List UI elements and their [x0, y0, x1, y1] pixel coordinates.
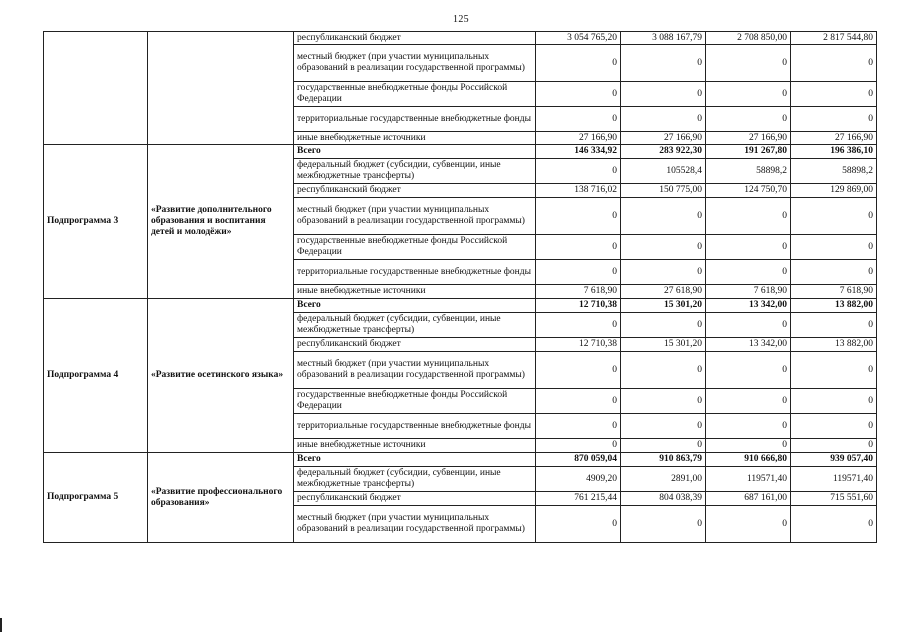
amount-cell: 0 [706, 389, 791, 414]
amount-cell: 119571,40 [791, 467, 877, 492]
subprogram-title: «Развитие профессионального образования» [148, 453, 294, 543]
amount-cell: 0 [621, 389, 706, 414]
funding-source: государственные внебюджетные фонды Российской Федерации [294, 235, 536, 260]
amount-cell: 15 301,20 [621, 338, 706, 352]
funding-source: республиканский бюджет [294, 32, 536, 45]
subprogram-title: «Развитие осетинского языка» [148, 299, 294, 453]
amount-cell: 0 [621, 414, 706, 439]
amount-cell: 146 334,92 [536, 145, 621, 159]
table-row [44, 299, 877, 313]
funding-source: Всего [294, 145, 536, 159]
budget-table [43, 31, 877, 543]
amount-cell: 0 [536, 439, 621, 453]
amount-cell: 715 551,60 [791, 492, 877, 506]
amount-cell: 0 [706, 313, 791, 338]
amount-cell: 0 [536, 235, 621, 260]
amount-cell: 7 618,90 [791, 285, 877, 299]
funding-source: территориальные государственные внебюджетные фонды [294, 414, 536, 439]
amount-cell: 870 059,04 [536, 453, 621, 467]
amount-cell: 0 [706, 439, 791, 453]
amount-cell: 12 710,38 [536, 299, 621, 313]
amount-cell: 0 [621, 198, 706, 235]
funding-source: иные внебюджетные источники [294, 439, 536, 453]
amount-cell: 0 [791, 389, 877, 414]
funding-source: государственные внебюджетные фонды Российской Федерации [294, 389, 536, 414]
funding-source: территориальные государственные внебюджетные фонды [294, 260, 536, 285]
amount-cell: 0 [791, 198, 877, 235]
funding-source: местный бюджет (при участии муниципальных образований в реализации государственной программы) [294, 506, 536, 543]
amount-cell: 0 [706, 235, 791, 260]
table-row [44, 32, 877, 45]
amount-cell: 196 386,10 [791, 145, 877, 159]
amount-cell: 0 [536, 506, 621, 543]
amount-cell: 58898,2 [706, 159, 791, 184]
amount-cell: 0 [536, 260, 621, 285]
amount-cell: 3 088 167,79 [621, 32, 706, 45]
subprogram-title [148, 32, 294, 145]
amount-cell: 191 267,80 [706, 145, 791, 159]
amount-cell: 910 666,80 [706, 453, 791, 467]
table-row [44, 453, 877, 467]
amount-cell: 2891,00 [621, 467, 706, 492]
amount-cell: 13 342,00 [706, 299, 791, 313]
amount-cell: 0 [706, 414, 791, 439]
amount-cell: 27 166,90 [536, 132, 621, 145]
amount-cell: 129 869,00 [791, 184, 877, 198]
amount-cell: 0 [621, 45, 706, 82]
page-number: 125 [453, 14, 469, 25]
funding-source: местный бюджет (при участии муниципальных образований в реализации государственной программы) [294, 45, 536, 82]
amount-cell: 0 [791, 107, 877, 132]
funding-source: республиканский бюджет [294, 338, 536, 352]
amount-cell: 7 618,90 [536, 285, 621, 299]
funding-source: Всего [294, 453, 536, 467]
amount-cell: 0 [536, 159, 621, 184]
funding-source: федеральный бюджет (субсидии, субвенции, иные межбюджетные трансферты) [294, 159, 536, 184]
amount-cell: 0 [706, 45, 791, 82]
amount-cell: 0 [706, 82, 791, 107]
funding-source: иные внебюджетные источники [294, 132, 536, 145]
amount-cell: 0 [791, 352, 877, 389]
amount-cell: 124 750,70 [706, 184, 791, 198]
amount-cell: 0 [621, 260, 706, 285]
amount-cell: 0 [706, 506, 791, 543]
funding-source: Всего [294, 299, 536, 313]
amount-cell: 119571,40 [706, 467, 791, 492]
amount-cell: 0 [536, 107, 621, 132]
amount-cell: 0 [621, 82, 706, 107]
funding-source: государственные внебюджетные фонды Российской Федерации [294, 82, 536, 107]
amount-cell: 0 [791, 235, 877, 260]
subprogram-name [44, 32, 148, 145]
amount-cell: 0 [536, 82, 621, 107]
funding-source: республиканский бюджет [294, 492, 536, 506]
amount-cell: 27 166,90 [706, 132, 791, 145]
amount-cell: 0 [791, 260, 877, 285]
funding-source: иные внебюджетные источники [294, 285, 536, 299]
subprogram-title: «Развитие дополнительного образования и воспитания детей и молодёжи» [148, 145, 294, 299]
amount-cell: 0 [621, 107, 706, 132]
amount-cell: 138 716,02 [536, 184, 621, 198]
amount-cell: 13 882,00 [791, 338, 877, 352]
funding-source: местный бюджет (при участии муниципальных образований в реализации государственной программы) [294, 352, 536, 389]
amount-cell: 2 708 850,00 [706, 32, 791, 45]
amount-cell: 105528,4 [621, 159, 706, 184]
amount-cell: 283 922,30 [621, 145, 706, 159]
funding-source: федеральный бюджет (субсидии, субвенции, иные межбюджетные трансферты) [294, 313, 536, 338]
amount-cell: 4909,20 [536, 467, 621, 492]
subprogram-name: Подпрограмма 4 [44, 299, 148, 453]
amount-cell: 0 [791, 313, 877, 338]
amount-cell: 0 [536, 313, 621, 338]
amount-cell: 3 054 765,20 [536, 32, 621, 45]
amount-cell: 27 166,90 [621, 132, 706, 145]
funding-source: местный бюджет (при участии муниципальных образований в реализации государственной программы) [294, 198, 536, 235]
subprogram-name: Подпрограмма 5 [44, 453, 148, 543]
amount-cell: 12 710,38 [536, 338, 621, 352]
amount-cell: 2 817 544,80 [791, 32, 877, 45]
amount-cell: 0 [791, 506, 877, 543]
amount-cell: 15 301,20 [621, 299, 706, 313]
amount-cell: 0 [621, 235, 706, 260]
amount-cell: 13 882,00 [791, 299, 877, 313]
amount-cell: 150 775,00 [621, 184, 706, 198]
amount-cell: 0 [536, 45, 621, 82]
amount-cell: 0 [706, 198, 791, 235]
amount-cell: 0 [791, 439, 877, 453]
amount-cell: 0 [706, 352, 791, 389]
amount-cell: 0 [791, 45, 877, 82]
table-row [44, 145, 877, 159]
funding-source: республиканский бюджет [294, 184, 536, 198]
amount-cell: 7 618,90 [706, 285, 791, 299]
amount-cell: 939 057,40 [791, 453, 877, 467]
amount-cell: 27 166,90 [791, 132, 877, 145]
funding-source: федеральный бюджет (субсидии, субвенции, иные межбюджетные трансферты) [294, 467, 536, 492]
amount-cell: 0 [621, 313, 706, 338]
amount-cell: 27 618,90 [621, 285, 706, 299]
amount-cell: 0 [621, 439, 706, 453]
amount-cell: 0 [791, 414, 877, 439]
amount-cell: 0 [536, 414, 621, 439]
amount-cell: 804 038,39 [621, 492, 706, 506]
amount-cell: 0 [706, 107, 791, 132]
subprogram-name: Подпрограмма 3 [44, 145, 148, 299]
amount-cell: 687 161,00 [706, 492, 791, 506]
amount-cell: 0 [536, 198, 621, 235]
amount-cell: 0 [536, 352, 621, 389]
amount-cell: 910 863,79 [621, 453, 706, 467]
amount-cell: 13 342,00 [706, 338, 791, 352]
funding-source: территориальные государственные внебюджетные фонды [294, 107, 536, 132]
amount-cell: 0 [621, 506, 706, 543]
amount-cell: 0 [536, 389, 621, 414]
amount-cell: 0 [706, 260, 791, 285]
amount-cell: 761 215,44 [536, 492, 621, 506]
amount-cell: 58898,2 [791, 159, 877, 184]
amount-cell: 0 [621, 352, 706, 389]
scan-edge-mark [0, 618, 2, 632]
amount-cell: 0 [791, 82, 877, 107]
